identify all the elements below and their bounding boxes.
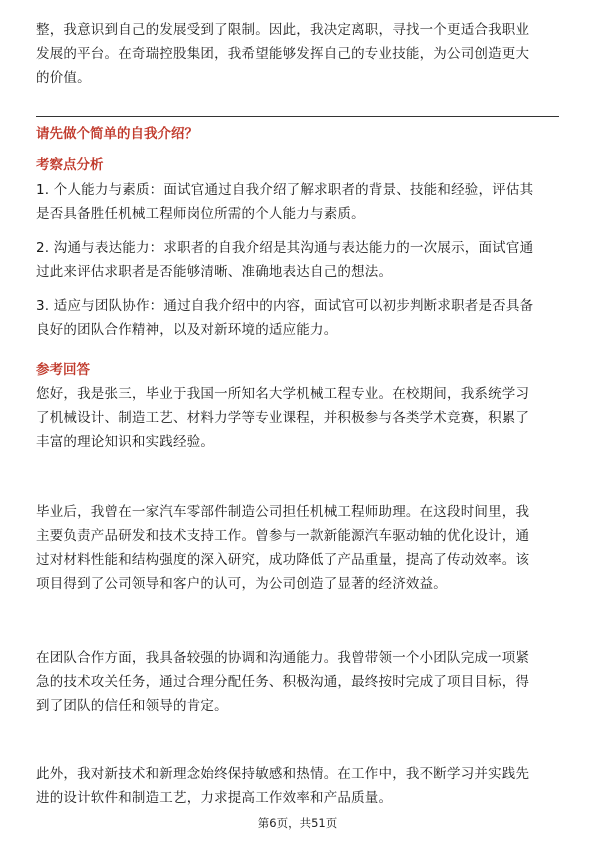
analysis-point-3 [36, 294, 559, 342]
text-line: 您好，我是张三，毕业于我国一所知名大学机械工程专业。在校期间，我系统学习 [36, 386, 530, 402]
text-line: 进的设计软件和制造工艺，力求提高工作效率和产品质量。 [36, 790, 393, 806]
section-divider [36, 116, 559, 117]
text-line: 了机械设计、制造工艺、材料力学等专业课程，并积极参与各类学术竞赛，积累了 [36, 410, 530, 426]
answer-paragraph-4 [36, 762, 559, 810]
text-line: 毕业后，我曾在一家汽车零部件制造公司担任机械工程师助理。在这段时间里，我 [36, 504, 530, 520]
text-line: 急的技术攻关任务，通过合理分配任务、积极沟通，最终按时完成了项目目标，得 [36, 674, 530, 690]
text-line: 丰富的理论知识和实践经验。 [36, 434, 215, 450]
text-line: 整，我意识到自己的发展受到了限制。因此，我决定离职，寻找一个更适合我职业 [36, 22, 530, 38]
analysis-point-2 [36, 236, 559, 284]
text-line: 3. 适应与团队协作：通过自我介绍中的内容，面试官可以初步判断求职者是否具备 [36, 298, 534, 314]
text-line: 项目得到了公司领导和客户的认可，为公司创造了显著的经济效益。 [36, 576, 447, 592]
answer-heading: 参考回答 [36, 362, 90, 378]
answer-paragraph-2 [36, 500, 559, 596]
text-line: 过此来评估求职者是否能够清晰、准确地表达自己的想法。 [36, 264, 393, 280]
text-line: 的价值。 [36, 70, 91, 86]
text-line: 在团队合作方面，我具备较强的协调和沟通能力。我曾带领一个小团队完成一项紧 [36, 650, 530, 666]
answer-paragraph-3 [36, 646, 559, 718]
question-heading: 请先做个简单的自我介绍？ [36, 126, 198, 142]
text-line: 过对材料性能和结构强度的深入研究，成功降低了产品重量，提高了传动效率。该 [36, 552, 530, 568]
text-line: 主要负责产品研发和技术支持工作。曾参与一款新能源汽车驱动轴的优化设计，通 [36, 528, 530, 544]
analysis-heading: 考察点分析 [36, 157, 104, 173]
analysis-point-1 [36, 178, 559, 226]
text-line: 良好的团队合作精神，以及对新环境的适应能力。 [36, 322, 338, 338]
text-line: 2. 沟通与表达能力：求职者的自我介绍是其沟通与表达能力的一次展示，面试官通 [36, 240, 534, 256]
text-line: 1. 个人能力与素质：面试官通过自我介绍了解求职者的背景、技能和经验，评估其 [36, 182, 534, 198]
text-line: 此外，我对新技术和新理念始终保持敏感和热情。在工作中，我不断学习并实践先 [36, 766, 530, 782]
text-line: 发展的平台。在奇瑞控股集团，我希望能够发挥自己的专业技能，为公司创造更大 [36, 46, 530, 62]
page-number-footer: 第6页，共51页 [257, 816, 338, 830]
intro-tail-paragraph [36, 18, 559, 90]
answer-paragraph-1 [36, 382, 559, 454]
text-line: 是否具备胜任机械工程师岗位所需的个人能力与素质。 [36, 206, 365, 222]
text-line: 到了团队的信任和领导的肯定。 [36, 698, 228, 714]
